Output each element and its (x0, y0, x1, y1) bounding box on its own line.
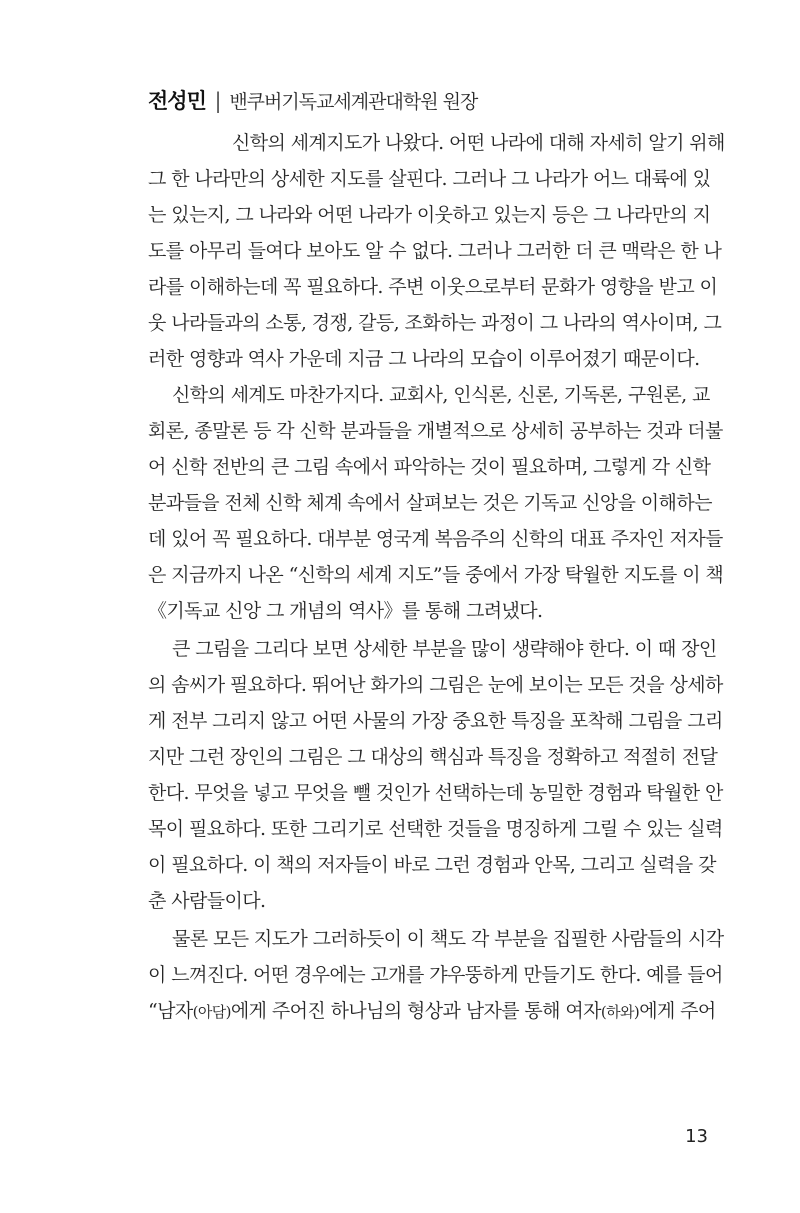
text-run: 에게 주어진 하나님의 형상과 남자를 통해 여자 (230, 1000, 601, 1022)
text-line: 한다. 무엇을 넣고 무엇을 뺄 것인가 선택하는데 농밀한 경험과 탁월한 안 (148, 782, 723, 804)
author-byline (148, 84, 708, 118)
parenthetical-note: (하와) (600, 1003, 640, 1021)
text-run: “남자 (148, 1000, 193, 1022)
author-name: 전성민 (148, 89, 206, 113)
text-line: 도를 아무리 들여다 보아도 알 수 없다. 그러나 그러한 더 큰 맥락은 한 나 (148, 240, 722, 262)
text-line: 그 한 나라만의 상세한 지도를 살핀다. 그러나 그 나라가 어느 대륙에 있 (148, 168, 711, 190)
text-line: 춘 사람들이다. (148, 890, 266, 912)
text-line: 지만 그런 장인의 그림은 그 대상의 핵심과 특징을 정확하고 적절히 전달 (148, 746, 718, 768)
text-line: 이 필요하다. 이 책의 저자들이 바로 그런 경험과 안목, 그리고 실력을 갖 (148, 854, 716, 876)
text-line: 목이 필요하다. 또한 그리기로 선택한 것들을 명징하게 그릴 수 있는 실력 (148, 818, 723, 840)
text-line: 데 있어 꼭 필요하다. 대부분 영국계 복음주의 신학의 대표 주자인 저자들 (148, 528, 723, 550)
text-line: 신학의 세계도 마찬가지다. 교회사, 인식론, 신론, 기독론, 구원론, 교 (172, 384, 710, 406)
text-line: 라를 이해하는데 꼭 필요하다. 주변 이웃으로부터 문화가 영향을 받고 이 (148, 276, 718, 298)
text-line: 웃 나라들과의 소통, 경쟁, 갈등, 조화하는 과정이 그 나라의 역사이며, 그 (148, 312, 722, 334)
author-role: 밴쿠버기독교세계관대학원 원장 (229, 91, 478, 113)
text-line: 게 전부 그리지 않고 어떤 사물의 가장 중요한 특징을 포착해 그림을 그리 (148, 710, 723, 732)
text-run: 에게 주어 (639, 1000, 716, 1022)
text-line: 의 솜씨가 필요하다. 뛰어난 화가의 그림은 눈에 보이는 모든 것을 상세하 (148, 674, 723, 696)
parenthetical-note: (아담) (192, 1003, 231, 1021)
text-line: 어 신학 전반의 큰 그림 속에서 파악하는 것이 필요하며, 그렇게 각 신학 (148, 456, 711, 478)
text-line: 물론 모든 지도가 그러하듯이 이 책도 각 부분을 집필한 사람들의 시각 (172, 928, 724, 950)
page-number: 13 (685, 1126, 708, 1147)
text-line: 분과들을 전체 신학 체계 속에서 살펴보는 것은 기독교 신앙을 이해하는 (148, 492, 712, 514)
text-line: 러한 영향과 역사 가운데 지금 그 나라의 모습이 이루어졌기 때문이다. (148, 348, 700, 370)
byline-separator: | (214, 89, 221, 113)
text-line: 은 지금까지 나온 “신학의 세계 지도”들 중에서 가장 탁월한 지도를 이 책 (148, 564, 724, 586)
text-line-last (148, 992, 716, 1030)
text-line: 이 느껴진다. 어떤 경우에는 고개를 갸우뚱하게 만들기도 한다. 예를 들어 (148, 964, 723, 986)
text-line: 신학의 세계지도가 나왔다. 어떤 나라에 대해 자세히 알기 위해 (232, 132, 725, 154)
text-line: 《기독교 신앙 그 개념의 역사》를 통해 그려냈다. (148, 600, 543, 622)
text-line: 는 있는지, 그 나라와 어떤 나라가 이웃하고 있는지 등은 그 나라만의 지 (148, 204, 711, 226)
text-line: 큰 그림을 그리다 보면 상세한 부분을 많이 생략해야 한다. 이 때 장인 (172, 638, 717, 660)
text-line: 회론, 종말론 등 각 신학 분과들을 개별적으로 상세히 공부하는 것과 더불 (148, 420, 723, 442)
